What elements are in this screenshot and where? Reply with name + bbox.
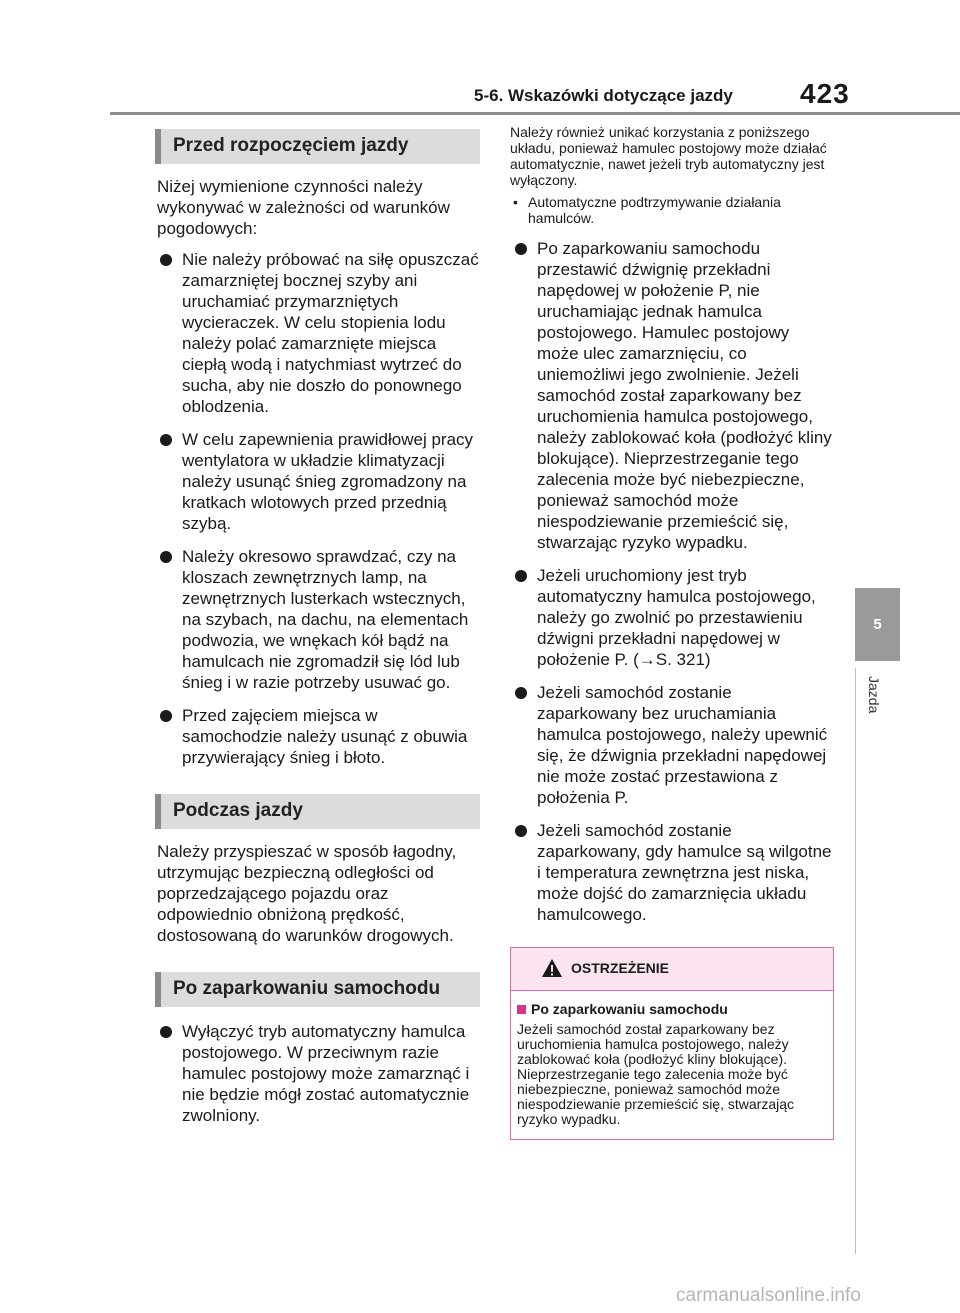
- bullet-icon: [515, 570, 527, 582]
- bullet-icon: [160, 1026, 172, 1038]
- list-item-text: Należy okresowo sprawdzać, czy na kloszach zewnętrznych lamp, na zewnętrznych lusterkach wstecznych, na szybach, na dachu, na elementach podwozia, we wnękach kół bądź na hamulcach nie zgromadził się lód lub śnieg i w razie potrzeby usuwać go.: [182, 547, 469, 692]
- page-number: 423: [800, 78, 850, 109]
- list-item: [512, 238, 832, 553]
- warning-title: OSTRZEŻENIE: [571, 960, 670, 976]
- section-heading-before-driving: Przed rozpoczęciem jazdy: [155, 129, 480, 164]
- dash-item-text: Automatyczne podtrzymywanie działania hamulców.: [528, 194, 781, 226]
- warning-text: Jeżeli samochód został zaparkowany bez uruchomienia hamulca postojowego, należy zablokować koła (podłożyć kliny blokujące). Nieprzestrzeganie tego zalecenia może być niebezpieczne, ponieważ samochód może niespodziewanie przemieścić się, stwarzając ryzyko wypadku.: [517, 1021, 795, 1127]
- list-item: [512, 820, 832, 925]
- dash-bullet-icon: •: [513, 194, 518, 210]
- warning-box: [510, 947, 834, 1140]
- list-item: [157, 429, 480, 534]
- right-column: [510, 124, 832, 1140]
- bullet-icon: [515, 687, 527, 699]
- list-item-text: Przed zajęciem miejsca w samochodzie należy usunąć z obuwia przywierający śnieg i błoto.: [182, 706, 468, 767]
- warning-subtitle-text: Po zaparkowaniu samochodu: [531, 1001, 728, 1017]
- chapter-rule: [855, 668, 901, 1254]
- list-item: [157, 705, 480, 768]
- chapter-number: 5: [873, 616, 882, 633]
- bullet-icon: [515, 825, 527, 837]
- warning-body: [511, 991, 833, 1139]
- watermark: carmanualsonline.info: [676, 1285, 861, 1306]
- list-item-text: Jeżeli samochód zostanie zaparkowany bez uruchamiania hamulca postojowego, należy upewnić się, że dźwignia przekładni napędowej nie może zostać przestawiona z położenia P.: [537, 683, 828, 807]
- chapter-tab: [855, 588, 900, 661]
- driving-paragraph: Należy przyspieszać w sposób łagodny, utrzymując bezpieczną odległości od poprzedzającego pojazdu oraz odpowiednio obniżoną prędkość, dostosowaną do warunków drogowych.: [157, 842, 457, 945]
- warning-triangle-icon: [541, 958, 563, 978]
- square-bullet-icon: [517, 1005, 526, 1014]
- intro-paragraph: Niżej wymienione czynności należy wykonywać w zależności od warunków pogodowych:: [157, 177, 450, 238]
- list-item: [512, 682, 832, 808]
- intro-paragraph: Należy również unikać korzystania z poniższego układu, ponieważ hamulec postojowy może działać automatycznie, nawet jeżeli tryb automatyczny jest wyłączony.: [510, 124, 827, 188]
- bullet-icon: [160, 551, 172, 563]
- bullet-icon: [160, 254, 172, 266]
- list-item: [157, 249, 480, 417]
- left-column: [155, 129, 480, 1126]
- section-heading-after-parking: Po zaparkowaniu samochodu: [155, 972, 480, 1007]
- list-item: [157, 546, 480, 693]
- chapter-label: Jazda: [866, 676, 882, 714]
- list-item-text: Wyłączyć tryb automatyczny hamulca postojowego. W przeciwnym razie hamulec postojowy może zamarznąć i nie będzie mógł zostać automatycznie zwolniony.: [182, 1022, 470, 1125]
- bullet-icon: [160, 434, 172, 446]
- warning-header: [511, 948, 833, 991]
- section-title: 5-6. Wskazówki dotyczące jazdy: [474, 86, 733, 105]
- list-item-text: Jeżeli uruchomiony jest tryb automatyczny hamulca postojowego, należy go zwolnić po przestawieniu dźwigni przekładni napędowej w położenie P. (→S. 321): [537, 566, 816, 669]
- dash-list-item: [510, 194, 832, 226]
- warning-subtitle: [517, 1001, 827, 1018]
- bullet-icon: [515, 243, 527, 255]
- list-item-text: Po zaparkowaniu samochodu przestawić dźwignię przekładni napędowej w położenie P, nie uruchamiając jednak hamulca postojowego. Hamulec postojowy może ulec zamarznięciu, co uniemożliwi jego zwolnienie. Jeżeli samochód został zaparkowany bez uruchomienia hamulca postojowego, należy zablokować koła (podłożyć kliny blokujące). Nieprzestrzeganie tego zalecenia może być niebezpieczne, ponieważ samochód może niespodziewanie przemieścić się, stwarzając ryzyko wypadku.: [537, 239, 832, 552]
- bullet-icon: [160, 710, 172, 722]
- section-heading-while-driving: Podczas jazdy: [155, 794, 480, 829]
- header-divider: [110, 112, 960, 115]
- list-item-text: Nie należy próbować na siłę opuszczać zamarzniętej bocznej szyby ani uruchamiać przymarzniętych wycieraczek. W celu stopienia lodu należy polać zamarznięte miejsca ciepłą wodą i natychmiast wytrzeć do sucha, aby nie doszło do ponownego oblodzenia.: [182, 250, 479, 416]
- list-item: [512, 565, 832, 670]
- list-item: [157, 1021, 480, 1126]
- list-item-text: W celu zapewnienia prawidłowej pracy wentylatora w układzie klimatyzacji należy usunąć śnieg zgromadzony na kratkach wlotowych przed przednią szybą.: [182, 430, 474, 533]
- list-item-text: Jeżeli samochód zostanie zaparkowany, gdy hamulce są wilgotne i temperatura zewnętrzna jest niska, może dojść do zamarznięcia układu hamulcowego.: [537, 821, 832, 924]
